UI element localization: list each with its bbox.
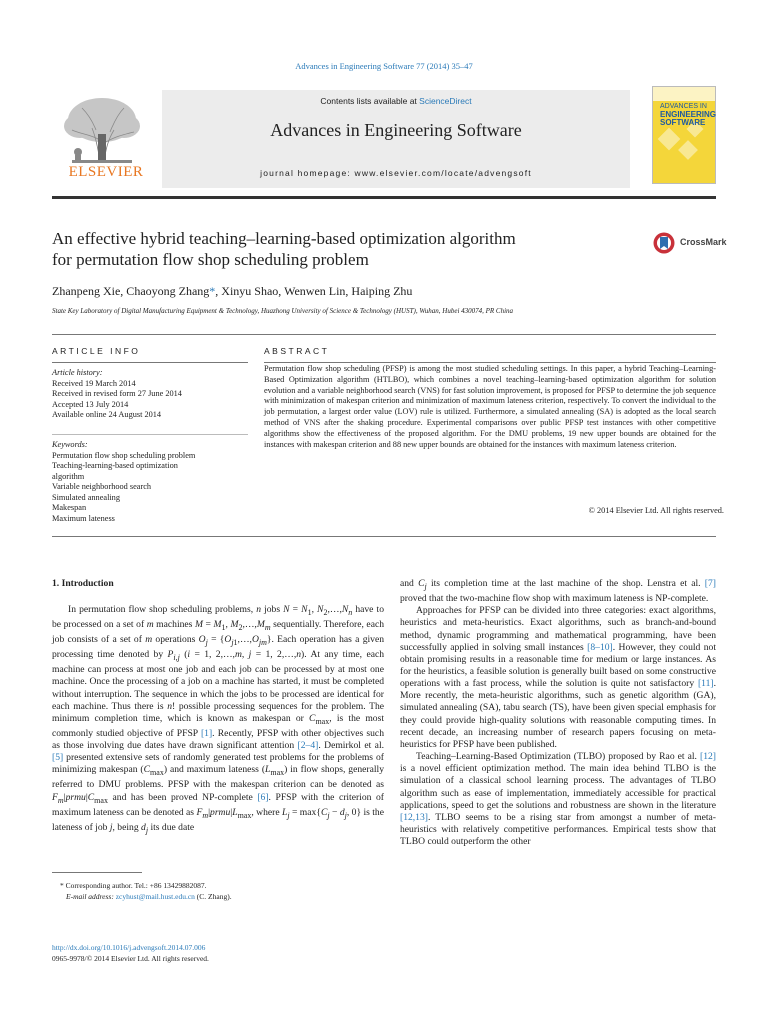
- history-online: Available online 24 August 2014: [52, 410, 162, 419]
- title-line-2: for permutation flow shop scheduling problem: [52, 250, 369, 269]
- elsevier-wordmark: ELSEVIER: [68, 164, 144, 180]
- cover-pattern-icon: [653, 87, 715, 183]
- history-revised: Received in revised form 27 June 2014: [52, 389, 182, 398]
- author-list: [52, 284, 412, 299]
- keyword: Permutation flow shop scheduling problem: [52, 450, 196, 460]
- journal-cover-image: [652, 86, 716, 184]
- keywords: [52, 440, 248, 524]
- header-rule: [52, 196, 716, 199]
- title-line-1: An effective hybrid teaching–learning-based optimization algorithm: [52, 229, 516, 248]
- article-info-heading: ARTICLE INFO: [52, 346, 141, 356]
- keyword: Teaching-learning-based optimization: [52, 461, 178, 470]
- email-link[interactable]: zcyhust@mail.hust.edu.cn: [115, 892, 195, 901]
- affiliation-rule: [52, 334, 716, 335]
- journal-reference[interactable]: Advances in Engineering Software 77 (2014) 35–47: [295, 61, 473, 71]
- abstract-copyright: © 2014 Elsevier Ltd. All rights reserved.: [588, 506, 724, 515]
- issn-line: 0965-9978/© 2014 Elsevier Ltd. All rights reserved.: [52, 954, 209, 963]
- abstract-heading: ABSTRACT: [264, 346, 330, 356]
- footnote: [52, 880, 384, 902]
- abstract-text: Permutation flow shop scheduling (PFSP) is among the most studied scheduling settings. In this paper, a hybrid Teaching–Learning-Based Optimization algorithm (HTLBO), which combines a novel teaching–learning-based optimization algorithm for solution evolution and a variable neighborhood search (VNS) for fast solution improvement, is proposed for PFSP to determine the job sequence with minimization of makespan criterion and minimization of maximum lateness criterion, respectively. To convert the individual to the job permutation, a largest order value (LOV) rule is utilized. Furthermore, a simulated annealing (SA) is adopted as the local search method of VNS after the shaking procedure. Experimental comparisons over public PFSP test instances with other competitive algorithms show the effectiveness of the proposed algorithm. For the DMU problems, 19 new upper bounds are obtained for the instances with makespan criterion and 88 new upper bounds are obtained for the instances with maximum lateness criterion.: [264, 364, 716, 449]
- corresponding-author-note: * Corresponding author. Tel.: +86 13429882087.: [60, 881, 207, 890]
- journal-homepage[interactable]: journal homepage: www.elsevier.com/locate/advengsoft: [260, 168, 532, 178]
- history-label: Article history:: [52, 368, 103, 377]
- keyword: Simulated annealing: [52, 492, 120, 502]
- paper-title: [52, 228, 612, 270]
- keywords-rule: [52, 434, 248, 435]
- authors-part-2: , Xinyu Shao, Wenwen Lin, Haiping Zhu: [215, 284, 413, 298]
- body-column-left: [52, 604, 384, 837]
- keyword: algorithm: [52, 471, 85, 481]
- article-info-rule: [52, 362, 248, 363]
- history-accepted: Accepted 13 July 2014: [52, 399, 129, 409]
- footnote-rule: [52, 872, 142, 873]
- body-paragraph: Teaching–Learning-Based Optimization (TLBO) proposed by Rao et al. [12] is a novel efficient optimization method. The main idea behind TLBO is the simulation of a classical school learning process. The advantages of TLBO algorithm such as ease of implementation, immediately accessible for practical applications, speed to get the solutions and robustness are shown in the literature [12,13]. TLBO seems to be a rising star from amongst a number of meta-heuristics with relatively competitive performances. Empirical tests show that TLBO could outperform the other: [400, 751, 716, 848]
- journal-title: Advances in Engineering Software: [270, 120, 522, 140]
- crossmark-label[interactable]: CrossMark: [680, 237, 727, 247]
- cover-title: [660, 103, 716, 127]
- keyword: Variable neighborhood search: [52, 482, 152, 491]
- contents-line: [162, 96, 630, 106]
- abstract-rule: [264, 362, 716, 363]
- cover-line-2: ENGINEERING: [660, 110, 717, 119]
- keyword: Maximum lateness: [52, 513, 115, 523]
- corresponding-author-marker[interactable]: *: [209, 284, 216, 298]
- crossmark-icon[interactable]: [653, 232, 675, 254]
- affiliation: State Key Laboratory of Digital Manufacturing Equipment & Technology, Huazhong University of Science & Technology (HUST), Wuhan, Hubei 430074, PR China: [52, 307, 514, 315]
- article-history: [52, 368, 248, 421]
- cover-line-3: SOFTWARE: [660, 118, 706, 127]
- sciencedirect-link[interactable]: ScienceDirect: [419, 96, 472, 106]
- authors-part-1: Zhanpeng Xie, Chaoyong Zhang: [52, 284, 210, 298]
- body-paragraph: Approaches for PFSP can be divided into three categories: exact algorithms, heuristics and meta-heuristics. Exact algorithms, such as branch-and-bound method, dynamic programming and mathematical programming, have been successfully applied in solving small instances [8–10]. However, they could not obtain promising results in a reasonable time for medium or large instances. As for the heuristics, a feasible solution is generally built based on some constructive operations with a fast process, while the solution is quite not satisfactory [11]. More recently, the meta-heuristic algorithms, such as genetic algorithm (GA), simulated annealing (SA), tabu search (TS), have been given special emphasis for they could provide high-quality solutions with reasonable computing times. In recent decade, an increasing number of research papers focusing on meta-heuristics for PFSP have been published.: [400, 605, 716, 750]
- body-paragraph: In permutation flow shop scheduling problems, n jobs $N = N_1$, $N_2,\dots,N_n$ have to be processed on a set of m machines $M = M_1$, $M_2,\dots,M_m$ sequentially. Therefore, each job consists of a set of m operations $O_j$ = $\{O_{j1},\dots,O_{jm}\}$. Each operation has a given processing time denoted by $P_{i,j}$ (i = 1, 2,…,m, j = 1, 2,…,n). At any time, each machine can process at most one job and each job can be processed by at most one machine. Once the processing of a job on a machine has started, it must be completed without interruption. The sequence in which the jobs to be processed are identical for each machine. Thus there is n! possible processing sequences for the problem. The minimum completion time, which is known as makespan or $C_{max}$, is the most commonly studied objective of PFSP [1]. Recently, PFSP with other objectives such as those involving due dates have drawn significant attention [2–4]. Demirkol et al. [5] presented extensive sets of randomly generated test problems for the problems of minimizing makespan $(C_{max})$ and maximum lateness $(L_{max})$ in flow shops, generally referred to DMU problems. PFSP with the makespan criterion can be denoted as $F_m|prmu|C_{max}$ and has been proved NP-complete [6]. PFSP with the criterion of maximum lateness can be denoted as $F_m|prmu|L_{max}$, where $L_j = \max\{C_j - d_j$, 0} is the lateness of job j, being $d_j$ its due date: [52, 604, 385, 835]
- abstract-bottom-rule: [52, 536, 716, 537]
- body-paragraph: and $C_j$ its completion time at the last machine of the shop. Lenstra et al. [7] proved that the two-machine flow shop with maximum lateness is NP-complete.: [400, 578, 716, 605]
- section-heading-introduction: 1. Introduction: [52, 578, 114, 589]
- doi-link[interactable]: http://dx.doi.org/10.1016/j.advengsoft.2014.07.006: [52, 943, 206, 952]
- contents-prefix: Contents lists available at: [320, 96, 420, 106]
- email-label: E-mail address:: [66, 892, 116, 901]
- doi-block: [52, 942, 209, 964]
- body-column-right: [400, 578, 716, 848]
- cover-line-1: ADVANCES IN: [660, 103, 707, 110]
- keyword: Makespan: [52, 503, 87, 512]
- keywords-label: Keywords:: [52, 440, 88, 449]
- history-received: Received 19 March 2014: [52, 378, 136, 388]
- email-suffix: (C. Zhang).: [194, 892, 232, 901]
